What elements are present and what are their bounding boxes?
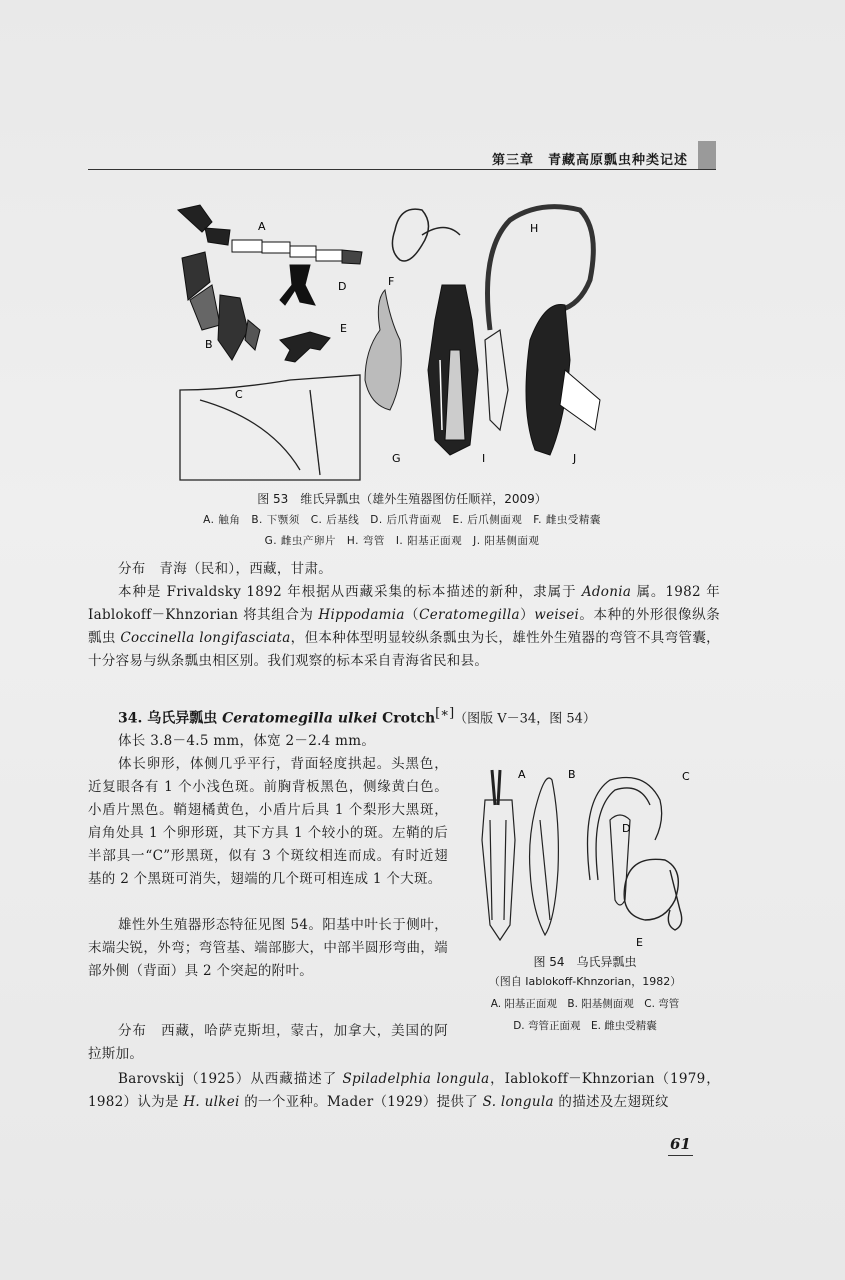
fig53-label-h: H [530, 222, 539, 235]
figure-53-legend-line-2: G. 雌虫产卵片 H. 弯管 I. 阳基正面观 J. 阳基侧面观 [264, 535, 540, 547]
figure-54-illustration [470, 760, 700, 950]
distribution-paragraph-2: 分布 西藏，哈萨克斯坦，蒙古，加拿大，美国的阿拉斯加。 [88, 1023, 448, 1062]
fig53-label-c: C [235, 388, 243, 401]
chapter-tab [698, 141, 716, 169]
description-paragraph-2: 雄性外生殖器形态特征见图 54。阳基中叶长于侧叶，末端尖锐，外弯；弯管基、端部膨大，中部半圆形弯曲，端部外侧（背面）具 2 个突起的附叶。 [88, 917, 448, 979]
fig53-label-f: F [388, 275, 395, 288]
body-paragraph-1: 本种是 Frivaldsky 1892 年根据从西藏采集的标本描述的新种，隶属于 Adonia 属。1982 年 Iablokoff－Khnzorian 将其组合为 Hippodamia（Ceratomegilla）weisei。本种的外形很像纵条瓢虫 Coccinella longifasciata，但本种体型明显较纵条瓢虫为长，雄性外生殖器的弯管不具弯管囊，十分容易与纵条瓢虫相区别。我们观察的标本采自青海省民和县。 [88, 584, 721, 669]
fig54-label-a: A [518, 768, 526, 781]
description-paragraph-1: 体长卵形，体侧几乎平行，背面轻度拱起。头黑色，近复眼各有 1 个小浅色斑。前胸背板黑色，侧缘黄白色。小盾片黑色。鞘翅橘黄色，小盾片后具 1 个梨形大黑斑，肩角处具 1 个卵形斑，其下方具 1 个较小的斑。左鞘的后半部具一“C”形黑斑，似有 3 个斑纹相连而成。有时近翅基的 2 个黑斑可消失，翅端的几个斑可相连成 1 个大斑。 [88, 756, 448, 887]
figure-54-source: （图自 Iablokoff-Khnzorian，1982） [488, 975, 682, 988]
figure-53-caption: 图 53 维氏异瓢虫（雄外生殖器图仿任顺祥，2009） [257, 492, 547, 506]
fig53-label-b: B [205, 338, 213, 351]
fig53-label-i: I [482, 452, 486, 465]
species-34-heading: 34. 乌氏异瓢虫 Ceratomegilla ulkei Crotch[∗]（图版 V－34，图 54） [118, 706, 596, 727]
figure-54-legend-line-2: D. 弯管正面观 E. 雌虫受精囊 [513, 1020, 657, 1032]
figure-53 [160, 190, 610, 490]
distribution-paragraph-1: 分布 青海（民和），西藏，甘肃。 [118, 561, 333, 577]
fig53-label-j: J [573, 452, 577, 465]
running-head-text: 第三章 青藏高原瓢虫种类记述 [491, 153, 688, 168]
fig53-label-a: A [258, 220, 266, 233]
page-number: 61 [668, 1135, 693, 1156]
fig54-label-c: C [682, 770, 690, 783]
fig53-label-g: G [392, 452, 401, 465]
body-paragraph-2: Barovskij（1925）从西藏描述了 Spiladelphia longula，Iablokoff－Khnzorian（1979，1982）认为是 H. ulkei 的一个亚种。Mader（1929）提供了 S. longula 的描述及左翅斑纹 [88, 1071, 721, 1110]
figure-54-caption: 图 54 乌氏异瓢虫 [533, 955, 637, 969]
size-paragraph: 体长 3.8－4.5 mm，体宽 2－2.4 mm。 [118, 733, 376, 749]
fig54-label-d: D [622, 822, 631, 835]
figure-53-illustration [160, 190, 610, 490]
running-head [88, 145, 716, 170]
figure-54-legend-line-1: A. 阳基正面观 B. 阳基侧面观 C. 弯管 [490, 998, 680, 1010]
figure-53-legend-line-1: A. 触角 B. 下颚须 C. 后基线 D. 后爪背面观 E. 后爪侧面观 F. 雌虫受精囊 [203, 514, 601, 526]
fig54-label-b: B [568, 768, 576, 781]
figure-54 [470, 760, 700, 950]
fig53-label-e: E [340, 322, 347, 335]
fig54-label-e: E [636, 936, 643, 949]
fig53-label-d: D [338, 280, 347, 293]
